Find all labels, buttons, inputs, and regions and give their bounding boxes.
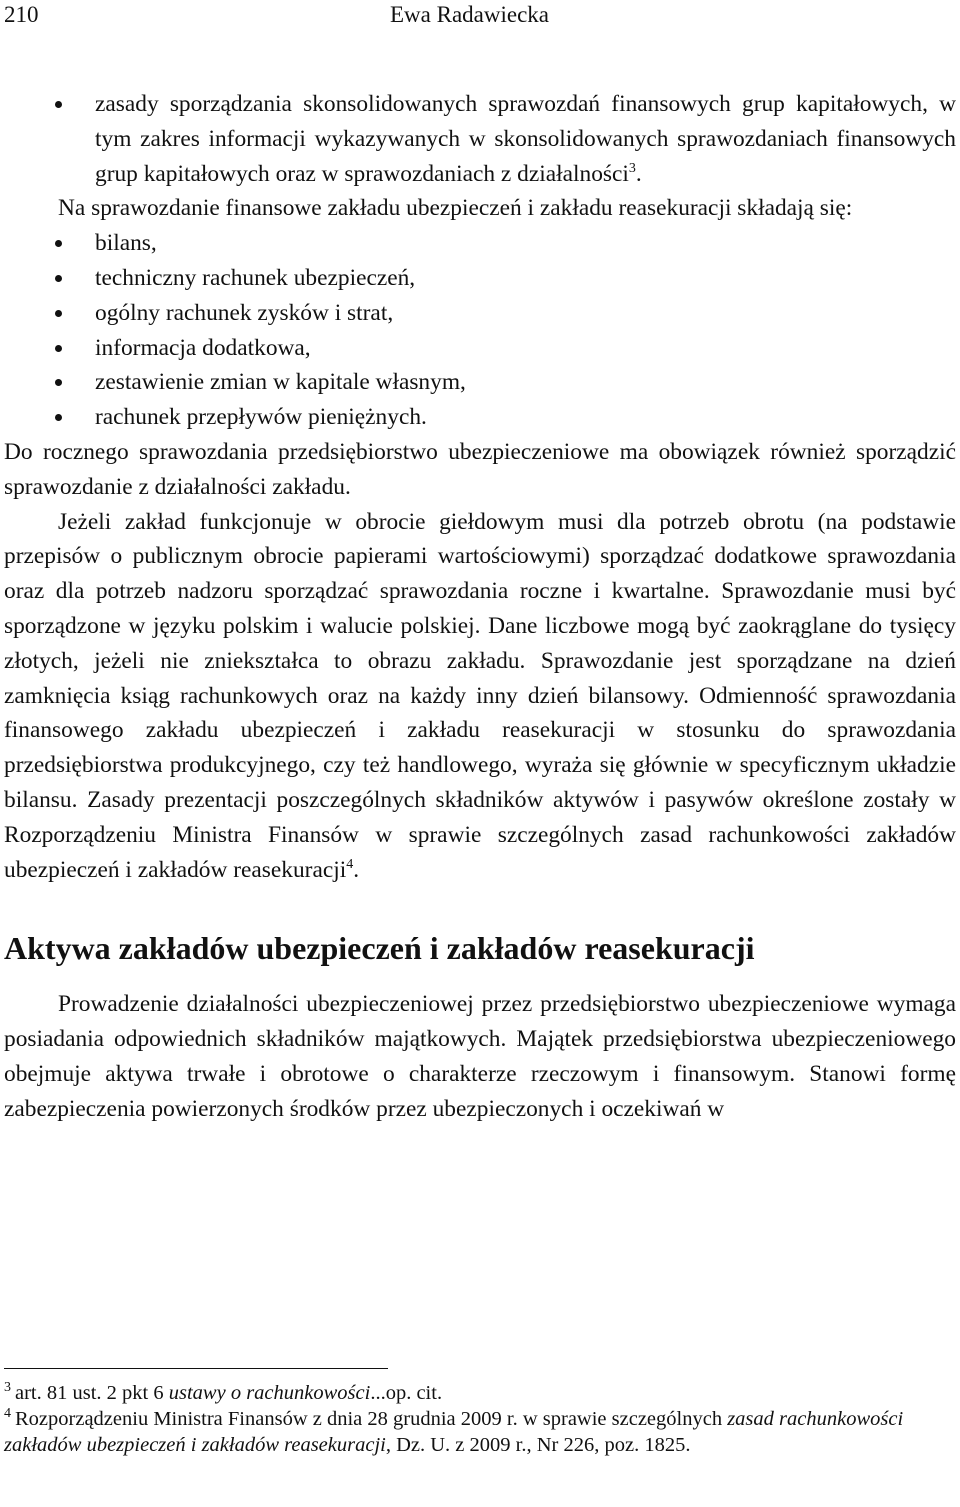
footnote-4 (4, 1406, 956, 1458)
footnote-divider (4, 1368, 388, 1369)
list-item-text: zasady sporządzania skonsolidowanych sprawozdań finansowych grup kapitałowych, w tym zakres informacji wykazywanych w skonsolidowanych sprawozdaniach finansowych grup kapitałowych oraz w sprawozdaniach z działalności (95, 91, 956, 187)
list-item (4, 87, 956, 191)
list-item-tail: . (635, 160, 642, 187)
footnote-text: art. 81 ust. 2 pkt 6 (15, 1382, 169, 1404)
main-paragraph-tail: . (353, 856, 360, 883)
footnotes (4, 1380, 956, 1458)
annual-report-paragraph: Do rocznego sprawozdania przedsiębiorstwo ubezpieczeniowe ma obowiązek również sporządzić sprawozdanie z działalności zakładu. (4, 438, 956, 500)
components-list (4, 226, 956, 435)
main-paragraph (4, 505, 956, 888)
page-number: 210 (4, 2, 39, 27)
footnote-number: 3 (4, 1380, 11, 1396)
list-item: zestawienie zmian w kapitale własnym, (4, 365, 956, 400)
footnote-3 (4, 1380, 956, 1406)
footnote-text: ...op. cit. (370, 1382, 443, 1404)
list-item: bilans, (4, 226, 956, 261)
footnote-italic-title: ustawy o rachunkowości (168, 1382, 371, 1404)
footnote-italic-title: zasad rachunkowości zakładów ubezpieczeń i zakładów reasekuracji (4, 1408, 904, 1456)
list-item: ogólny rachunek zysków i strat, (4, 296, 956, 331)
bullet-list-top (4, 87, 956, 191)
footnote-number: 4 (4, 1406, 11, 1422)
list-item: informacja dodatkowa, (4, 331, 956, 366)
intro-paragraph: Na sprawozdanie finansowe zakładu ubezpieczeń i zakładu reasekuracji składają się: (58, 195, 853, 222)
footnote-text: Rozporządzeniu Ministra Finansów z dnia 28 grudnia 2009 r. w sprawie szczególnych (15, 1408, 728, 1430)
page-header (4, 0, 956, 30)
list-item: techniczny rachunek ubezpieczeń, (4, 261, 956, 296)
list-item: rachunek przepływów pieniężnych. (4, 400, 956, 435)
running-head: Ewa Radawiecka (390, 2, 550, 27)
footnote-ref-3: 3 (628, 160, 636, 176)
footnote-text: , Dz. U. z 2009 r., Nr 226, poz. 1825. (385, 1434, 691, 1456)
section-heading: Aktywa zakładów ubezpieczeń i zakładów reasekuracji (4, 930, 755, 967)
assets-paragraph: Prowadzenie działalności ubezpieczeniowej przez przedsiębiorstwo ubezpieczeniowe wymaga posiadania odpowiednich składników majątkowych. Majątek przedsiębiorstwa ubezpieczeniowego obejmuje aktywa trwałe i obrotowe o charakterze rzeczowym i finansowym. Stanowi formę zabezpieczenia powierzonych środków przez ubezpieczonych i oczekiwań w (4, 991, 956, 1122)
footnote-ref-4: 4 (346, 856, 354, 872)
main-text (4, 87, 956, 1127)
main-paragraph-text: Jeżeli zakład funkcjonuje w obrocie giełdowym musi dla potrzeb obrotu (na podstawie przepisów o publicznym obrocie papierami wartościowymi) sporządzać dodatkowe sprawozdania oraz dla potrzeb nadzoru sporządzać sprawozdania roczne i kwartalne. Sprawozdanie musi być sporządzone w języku polskim i walucie polskiej. Dane liczbowe mogą być zaokrąglane do tysięcy złotych, jeżeli nie zniekształca to obrazu zakładu. Sprawozdanie jest sporządzane na dzień zamknięcia ksiąg rachunkowych oraz na każdy inny dzień bilansowy. Odmienność sprawozdania finansowego zakładu ubezpieczeń i zakładu reasekuracji w stosunku do sprawozdania przedsiębiorstwa produkcyjnego, czy też handlowego, wyraża się głównie w specyficznym układzie bilansu. Zasady prezentacji poszczególnych składników aktywów i pasywów określone zostały w Rozporządzeniu Ministra Finansów w sprawie szczególnych zasad rachunkowości zakładów ubezpieczeń i zakładów reasekuracji (4, 508, 956, 883)
